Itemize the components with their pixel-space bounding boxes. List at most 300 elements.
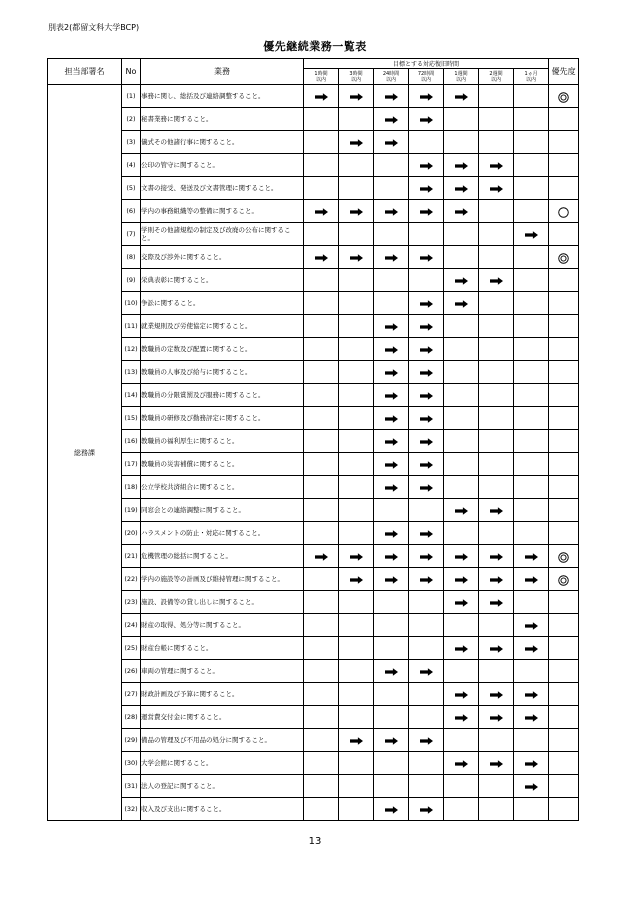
time-cell-2 [374, 660, 409, 683]
time-cell-3 [409, 430, 444, 453]
time-cell-5 [479, 453, 514, 476]
time-cell-4 [444, 315, 479, 338]
time-cell-4 [444, 200, 479, 223]
time-cell-4 [444, 384, 479, 407]
header-task: 業務 [141, 59, 304, 85]
task-description: 備品の管理及び不用品の処分に関すること。 [141, 729, 304, 752]
time-cell-6 [514, 338, 549, 361]
right-arrow-icon [420, 530, 433, 538]
time-cell-6 [514, 775, 549, 798]
right-arrow-icon [490, 507, 503, 515]
row-number: (13) [122, 361, 141, 384]
table-row [48, 798, 579, 821]
time-cell-3 [409, 292, 444, 315]
table-row [48, 568, 579, 591]
time-cell-2 [374, 476, 409, 499]
time-cell-1 [339, 591, 374, 614]
time-cell-0 [304, 706, 339, 729]
time-cell-3 [409, 453, 444, 476]
task-description: 法人の登記に関すること。 [141, 775, 304, 798]
time-cell-2 [374, 798, 409, 821]
time-cell-4 [444, 775, 479, 798]
task-description: 車両の管理に関すること。 [141, 660, 304, 683]
time-cell-4 [444, 545, 479, 568]
time-cell-0 [304, 269, 339, 292]
time-cell-4 [444, 407, 479, 430]
priority-cell [549, 591, 579, 614]
time-cell-3 [409, 522, 444, 545]
right-arrow-icon [455, 277, 468, 285]
time-cell-6 [514, 177, 549, 200]
row-number: (11) [122, 315, 141, 338]
right-arrow-icon [350, 254, 363, 262]
right-arrow-icon [420, 346, 433, 354]
table-row [48, 177, 579, 200]
table-row [48, 292, 579, 315]
table-row [48, 683, 579, 706]
time-cell-3 [409, 223, 444, 246]
right-arrow-icon [385, 254, 398, 262]
time-cell-4 [444, 476, 479, 499]
time-cell-3 [409, 200, 444, 223]
time-cell-5 [479, 315, 514, 338]
header-dept: 担当部署名 [48, 59, 122, 85]
double-circle-icon [558, 92, 569, 103]
time-cell-1 [339, 269, 374, 292]
right-arrow-icon [490, 553, 503, 561]
row-number: (26) [122, 660, 141, 683]
time-cell-4 [444, 453, 479, 476]
task-description: 同窓会との連絡調整に関すること。 [141, 499, 304, 522]
priority-cell [549, 706, 579, 729]
time-cell-1 [339, 453, 374, 476]
time-cell-0 [304, 154, 339, 177]
time-cell-5 [479, 522, 514, 545]
right-arrow-icon [315, 208, 328, 216]
right-arrow-icon [420, 576, 433, 584]
time-cell-2 [374, 430, 409, 453]
time-cell-0 [304, 729, 339, 752]
row-number: (6) [122, 200, 141, 223]
task-description: 教職員の災害補償に関すること。 [141, 453, 304, 476]
time-cell-2 [374, 683, 409, 706]
right-arrow-icon [490, 162, 503, 170]
time-cell-5 [479, 384, 514, 407]
table-row [48, 407, 579, 430]
time-cell-4 [444, 361, 479, 384]
time-cell-5 [479, 614, 514, 637]
priority-cell [549, 269, 579, 292]
priority-cell [549, 85, 579, 108]
time-cell-5 [479, 85, 514, 108]
right-arrow-icon [420, 116, 433, 124]
time-cell-6 [514, 453, 549, 476]
table-row [48, 108, 579, 131]
right-arrow-icon [455, 185, 468, 193]
right-arrow-icon [455, 691, 468, 699]
priority-cell [549, 338, 579, 361]
priority-cell [549, 177, 579, 200]
time-cell-4 [444, 154, 479, 177]
right-arrow-icon [385, 438, 398, 446]
table-row [48, 545, 579, 568]
time-cell-6 [514, 315, 549, 338]
time-cell-5 [479, 407, 514, 430]
table-row [48, 476, 579, 499]
time-cell-1 [339, 246, 374, 269]
time-cell-6 [514, 522, 549, 545]
right-arrow-icon [455, 93, 468, 101]
time-cell-1 [339, 223, 374, 246]
right-arrow-icon [385, 668, 398, 676]
time-cell-5 [479, 108, 514, 131]
time-cell-3 [409, 85, 444, 108]
right-arrow-icon [420, 415, 433, 423]
priority-cell [549, 430, 579, 453]
table-row [48, 384, 579, 407]
time-cell-0 [304, 361, 339, 384]
right-arrow-icon [525, 645, 538, 653]
priority-cell [549, 223, 579, 246]
time-cell-5 [479, 200, 514, 223]
time-cell-0 [304, 453, 339, 476]
time-cell-2 [374, 315, 409, 338]
table-row [48, 706, 579, 729]
right-arrow-icon [385, 139, 398, 147]
right-arrow-icon [385, 484, 398, 492]
time-cell-3 [409, 591, 444, 614]
time-cell-5 [479, 568, 514, 591]
right-arrow-icon [420, 668, 433, 676]
row-number: (27) [122, 683, 141, 706]
right-arrow-icon [525, 714, 538, 722]
row-number: (15) [122, 407, 141, 430]
right-arrow-icon [420, 369, 433, 377]
time-cell-4 [444, 729, 479, 752]
header-priority: 優先度 [549, 59, 579, 85]
right-arrow-icon [420, 392, 433, 400]
time-cell-3 [409, 775, 444, 798]
right-arrow-icon [420, 323, 433, 331]
header-time-5 [479, 69, 514, 85]
time-cell-1 [339, 315, 374, 338]
time-cell-4 [444, 131, 479, 154]
header-time-label: 3時間 [349, 70, 363, 77]
time-cell-0 [304, 545, 339, 568]
task-description: ハラスメントの防止・対応に関すること。 [141, 522, 304, 545]
task-description: 施設、設備等の貸し出しに関すること。 [141, 591, 304, 614]
time-cell-3 [409, 568, 444, 591]
row-number: (25) [122, 637, 141, 660]
time-cell-3 [409, 407, 444, 430]
table-row [48, 85, 579, 108]
priority-cell [549, 660, 579, 683]
header-time-label: 以内 [350, 76, 361, 83]
right-arrow-icon [455, 208, 468, 216]
right-arrow-icon [525, 783, 538, 791]
time-cell-0 [304, 430, 339, 453]
time-cell-5 [479, 798, 514, 821]
time-cell-1 [339, 177, 374, 200]
priority-cell [549, 752, 579, 775]
header-time-6 [514, 69, 549, 85]
table-row [48, 522, 579, 545]
time-cell-3 [409, 177, 444, 200]
right-arrow-icon [385, 392, 398, 400]
table-row [48, 315, 579, 338]
row-number: (20) [122, 522, 141, 545]
time-cell-2 [374, 269, 409, 292]
time-cell-4 [444, 637, 479, 660]
right-arrow-icon [350, 553, 363, 561]
right-arrow-icon [455, 645, 468, 653]
time-cell-6 [514, 131, 549, 154]
time-cell-6 [514, 200, 549, 223]
time-cell-0 [304, 591, 339, 614]
header-time-0 [304, 69, 339, 85]
time-cell-0 [304, 315, 339, 338]
time-cell-4 [444, 683, 479, 706]
time-cell-3 [409, 108, 444, 131]
time-cell-3 [409, 338, 444, 361]
table-row [48, 499, 579, 522]
priority-cell [549, 453, 579, 476]
time-cell-0 [304, 568, 339, 591]
time-cell-3 [409, 131, 444, 154]
right-arrow-icon [420, 737, 433, 745]
right-arrow-icon [420, 438, 433, 446]
time-cell-6 [514, 545, 549, 568]
time-cell-6 [514, 154, 549, 177]
time-cell-4 [444, 798, 479, 821]
priority-cell [549, 108, 579, 131]
document-label: 別表2(都留文科大学BCP) [48, 23, 140, 32]
time-cell-2 [374, 407, 409, 430]
right-arrow-icon [525, 553, 538, 561]
right-arrow-icon [420, 254, 433, 262]
time-cell-6 [514, 637, 549, 660]
time-cell-5 [479, 591, 514, 614]
time-cell-0 [304, 752, 339, 775]
header-no: No [122, 59, 141, 85]
priority-cell [549, 522, 579, 545]
task-description: 公立学校共済組合に関すること。 [141, 476, 304, 499]
time-cell-3 [409, 315, 444, 338]
row-number: (23) [122, 591, 141, 614]
double-circle-icon [558, 253, 569, 264]
time-cell-4 [444, 108, 479, 131]
header-time-label: 1ヵ月 [524, 70, 538, 77]
right-arrow-icon [420, 162, 433, 170]
right-arrow-icon [420, 461, 433, 469]
time-cell-5 [479, 430, 514, 453]
priority-cell [549, 476, 579, 499]
time-cell-2 [374, 591, 409, 614]
time-cell-4 [444, 292, 479, 315]
row-number: (2) [122, 108, 141, 131]
time-cell-3 [409, 246, 444, 269]
time-cell-2 [374, 568, 409, 591]
task-description: 教職員の研修及び勤務評定に関すること。 [141, 407, 304, 430]
task-description: 教職員の定数及び配置に関すること。 [141, 338, 304, 361]
priority-cell [549, 683, 579, 706]
row-number: (3) [122, 131, 141, 154]
row-number: (7) [122, 223, 141, 246]
table-row [48, 430, 579, 453]
right-arrow-icon [420, 185, 433, 193]
task-description: 争訟に関すること。 [141, 292, 304, 315]
table-row [48, 223, 579, 246]
task-description: 教職員の福利厚生に関すること。 [141, 430, 304, 453]
time-cell-6 [514, 407, 549, 430]
header-time-3 [409, 69, 444, 85]
priority-cell [549, 384, 579, 407]
time-cell-3 [409, 499, 444, 522]
time-cell-1 [339, 407, 374, 430]
time-cell-0 [304, 246, 339, 269]
time-cell-1 [339, 637, 374, 660]
time-cell-0 [304, 384, 339, 407]
header-time-label: 以内 [385, 76, 396, 83]
time-cell-0 [304, 108, 339, 131]
time-cell-6 [514, 591, 549, 614]
time-cell-3 [409, 154, 444, 177]
header-time-label: 以内 [490, 76, 501, 83]
right-arrow-icon [455, 714, 468, 722]
time-cell-0 [304, 637, 339, 660]
row-number: (32) [122, 798, 141, 821]
row-number: (4) [122, 154, 141, 177]
table-row [48, 752, 579, 775]
time-cell-1 [339, 292, 374, 315]
right-arrow-icon [385, 369, 398, 377]
time-cell-1 [339, 775, 374, 798]
header-time-label: 72時間 [417, 70, 435, 77]
right-arrow-icon [420, 484, 433, 492]
time-cell-2 [374, 637, 409, 660]
right-arrow-icon [315, 553, 328, 561]
priority-cell [549, 246, 579, 269]
task-description: 儀式その他諸行事に関すること。 [141, 131, 304, 154]
time-cell-0 [304, 338, 339, 361]
time-cell-6 [514, 361, 549, 384]
priority-cell [549, 775, 579, 798]
time-cell-2 [374, 223, 409, 246]
time-cell-5 [479, 729, 514, 752]
task-description: 教職員の人事及び給与に関すること。 [141, 361, 304, 384]
right-arrow-icon [455, 599, 468, 607]
time-cell-2 [374, 200, 409, 223]
time-cell-5 [479, 361, 514, 384]
time-cell-4 [444, 614, 479, 637]
time-cell-6 [514, 568, 549, 591]
row-number: (29) [122, 729, 141, 752]
priority-cell [549, 545, 579, 568]
time-cell-5 [479, 752, 514, 775]
right-arrow-icon [350, 93, 363, 101]
header-time-label: 以内 [315, 76, 326, 83]
time-cell-2 [374, 706, 409, 729]
time-cell-5 [479, 154, 514, 177]
time-cell-3 [409, 706, 444, 729]
right-arrow-icon [350, 139, 363, 147]
right-arrow-icon [385, 530, 398, 538]
row-number: (18) [122, 476, 141, 499]
right-arrow-icon [385, 576, 398, 584]
double-circle-icon [558, 575, 569, 586]
right-arrow-icon [455, 576, 468, 584]
time-cell-3 [409, 752, 444, 775]
time-cell-4 [444, 269, 479, 292]
right-arrow-icon [420, 208, 433, 216]
time-cell-5 [479, 545, 514, 568]
time-cell-2 [374, 614, 409, 637]
time-cell-3 [409, 614, 444, 637]
row-number: (21) [122, 545, 141, 568]
header-time-4 [444, 69, 479, 85]
row-number: (9) [122, 269, 141, 292]
time-cell-6 [514, 614, 549, 637]
task-description: 危機管理の総括に関すること。 [141, 545, 304, 568]
right-arrow-icon [385, 806, 398, 814]
task-description: 財政計画及び予算に関すること。 [141, 683, 304, 706]
task-description: 学内の事務組織等の整備に関すること。 [141, 200, 304, 223]
header-target-time: 目標とする対応復旧時間 [304, 59, 549, 69]
time-cell-6 [514, 660, 549, 683]
time-cell-1 [339, 614, 374, 637]
right-arrow-icon [525, 691, 538, 699]
row-number: (12) [122, 338, 141, 361]
time-cell-3 [409, 476, 444, 499]
right-arrow-icon [490, 599, 503, 607]
time-cell-0 [304, 522, 339, 545]
time-cell-2 [374, 292, 409, 315]
priority-cell [549, 292, 579, 315]
time-cell-2 [374, 154, 409, 177]
right-arrow-icon [385, 93, 398, 101]
time-cell-6 [514, 246, 549, 269]
time-cell-2 [374, 246, 409, 269]
time-cell-5 [479, 292, 514, 315]
right-arrow-icon [525, 622, 538, 630]
time-cell-4 [444, 177, 479, 200]
right-arrow-icon [350, 208, 363, 216]
header-time-label: 2週間 [489, 70, 503, 77]
time-cell-4 [444, 522, 479, 545]
right-arrow-icon [385, 415, 398, 423]
table-row [48, 729, 579, 752]
time-cell-6 [514, 223, 549, 246]
time-cell-5 [479, 223, 514, 246]
row-number: (28) [122, 706, 141, 729]
time-cell-5 [479, 177, 514, 200]
time-cell-5 [479, 499, 514, 522]
priority-cell [549, 361, 579, 384]
time-cell-0 [304, 775, 339, 798]
right-arrow-icon [455, 300, 468, 308]
time-cell-0 [304, 476, 339, 499]
right-arrow-icon [490, 185, 503, 193]
time-cell-4 [444, 591, 479, 614]
time-cell-3 [409, 683, 444, 706]
time-cell-4 [444, 499, 479, 522]
circle-icon [558, 207, 569, 218]
right-arrow-icon [420, 93, 433, 101]
time-cell-1 [339, 683, 374, 706]
table-row [48, 453, 579, 476]
header-time-label: 1週間 [454, 70, 468, 77]
right-arrow-icon [455, 760, 468, 768]
